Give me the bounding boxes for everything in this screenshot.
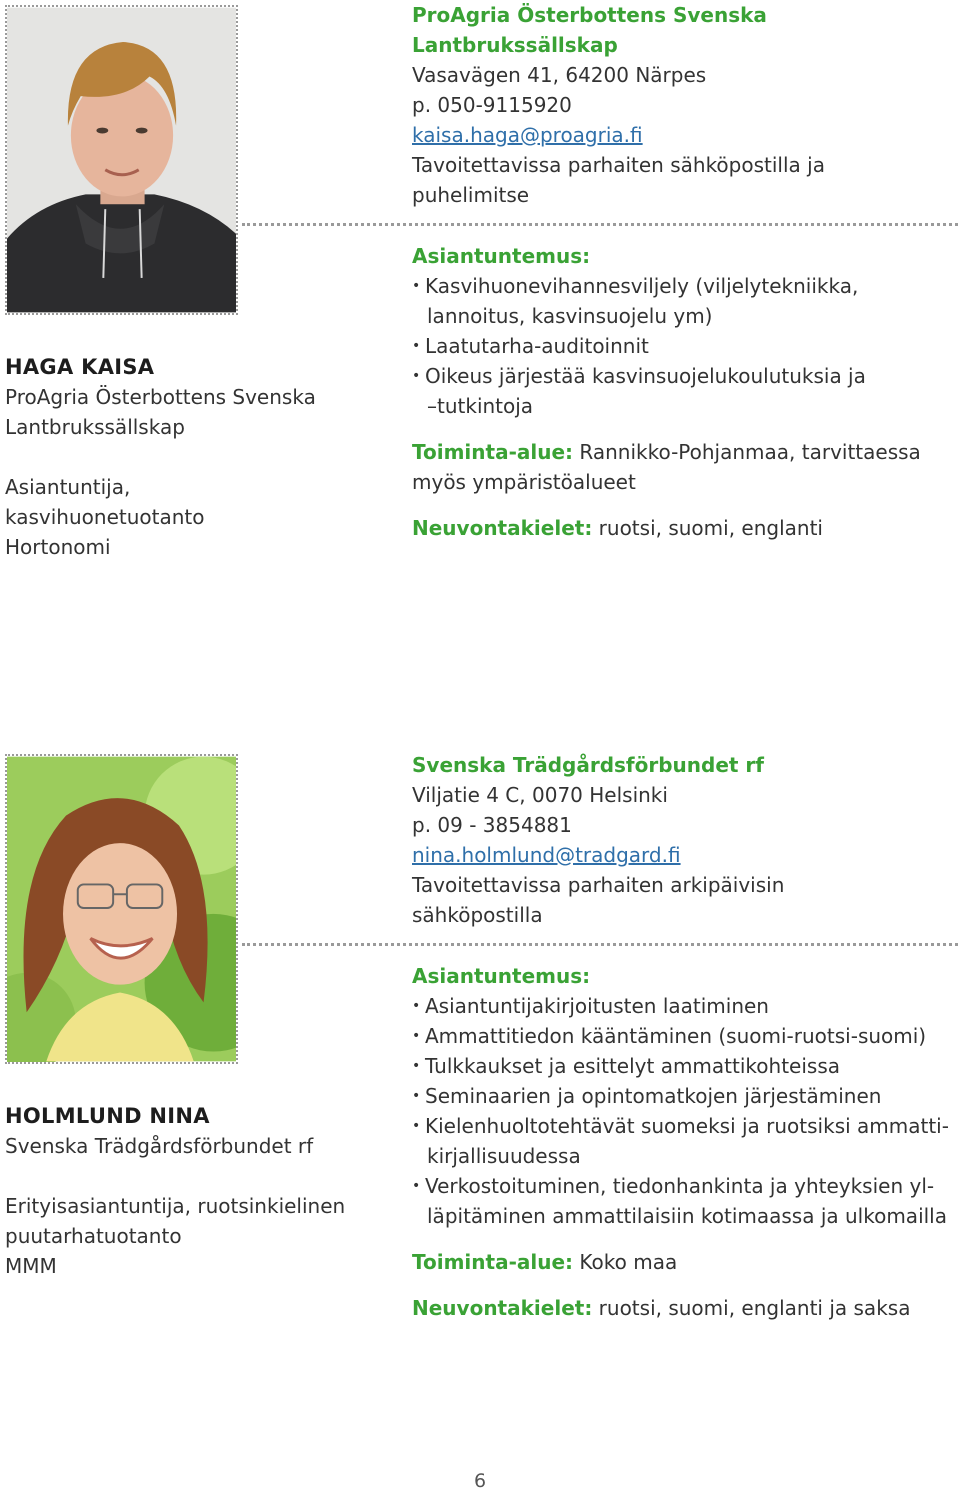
dotted-divider xyxy=(242,943,958,946)
expertise-item: • Ammattitiedon kääntäminen (suomi-ruotsi-suomi) xyxy=(412,1021,960,1051)
portrait-image xyxy=(7,756,236,1062)
person-org-line: ProAgria Österbottens Svenska xyxy=(5,385,316,409)
person-role-line: puutarhatuotanto xyxy=(5,1224,182,1248)
expertise-label: Asiantuntemus: xyxy=(412,964,591,988)
languages-value: ruotsi, suomi, englanti ja saksa xyxy=(598,1296,911,1320)
languages-row xyxy=(412,513,960,543)
area-value: Rannikko-Pohjanmaa, tarvittaessa xyxy=(579,440,921,464)
expertise-item: • Laatutarha-auditoinnit xyxy=(412,331,960,361)
expertise-item: • Kielenhuoltotehtävät suomeksi ja ruotsiksi ammatti- kirjallisuudessa xyxy=(412,1111,960,1171)
portrait-image xyxy=(7,7,236,313)
area-label: Toiminta-alue: xyxy=(412,1250,574,1274)
contact-phone: p. 050-9115920 xyxy=(412,93,572,117)
languages-value: ruotsi, suomi, englanti xyxy=(598,516,823,540)
page-number: 6 xyxy=(473,1470,487,1492)
person-name: HAGA KAISA xyxy=(5,355,155,379)
contact-org-line: Lantbrukssällskap xyxy=(412,33,618,57)
person-info-haga xyxy=(5,352,385,562)
contact-org-line: Svenska Trädgårdsförbundet rf xyxy=(412,753,764,777)
person-title: Hortonomi xyxy=(5,535,111,559)
area-row xyxy=(412,1247,960,1277)
expertise-list xyxy=(412,271,960,421)
person-role-line: Asiantuntija, xyxy=(5,475,131,499)
contact-availability: puhelimitse xyxy=(412,183,530,207)
profile-photo-haga xyxy=(5,5,238,315)
person-name: HOLMLUND NINA xyxy=(5,1104,210,1128)
profile-card-haga xyxy=(0,0,960,600)
contact-org-line: ProAgria Österbottens Svenska xyxy=(412,3,767,27)
area-value-cont: myös ympäristöalueet xyxy=(412,470,636,494)
person-role-line: Erityisasiantuntija, ruotsinkielinen xyxy=(5,1194,346,1218)
expertise-list xyxy=(412,991,960,1231)
contact-availability: Tavoitettavissa parhaiten arkipäivisin xyxy=(412,873,785,897)
person-role-line: kasvihuonetuotanto xyxy=(5,505,205,529)
contact-phone: p. 09 - 3854881 xyxy=(412,813,572,837)
area-row xyxy=(412,437,960,497)
area-value: Koko maa xyxy=(579,1250,678,1274)
contact-address: Vasavägen 41, 64200 Närpes xyxy=(412,63,707,87)
contact-availability: sähköpostilla xyxy=(412,903,543,927)
area-label: Toiminta-alue: xyxy=(412,440,574,464)
contact-availability: Tavoitettavissa parhaiten sähköpostilla ja xyxy=(412,153,825,177)
dotted-divider xyxy=(242,223,958,226)
expertise-item: • Oikeus järjestää kasvinsuojelukoulutuksia ja –tutkintoja xyxy=(412,361,960,421)
languages-label: Neuvontakielet: xyxy=(412,516,593,540)
expertise-block-holmlund xyxy=(412,961,960,1323)
person-org-line: Lantbrukssällskap xyxy=(5,415,185,439)
expertise-label: Asiantuntemus: xyxy=(412,244,591,268)
expertise-item: • Asiantuntijakirjoitusten laatiminen xyxy=(412,991,960,1021)
person-title: MMM xyxy=(5,1254,57,1278)
person-org-line: Svenska Trädgårdsförbundet rf xyxy=(5,1134,314,1158)
profile-card-holmlund xyxy=(0,750,960,1320)
languages-label: Neuvontakielet: xyxy=(412,1296,593,1320)
languages-row xyxy=(412,1293,960,1323)
email-link[interactable]: nina.holmlund@tradgard.fi xyxy=(412,843,681,867)
contact-block-haga xyxy=(412,0,952,210)
contact-address: Viljatie 4 C, 0070 Helsinki xyxy=(412,783,668,807)
expertise-item: • Seminaarien ja opintomatkojen järjestäminen xyxy=(412,1081,960,1111)
profile-photo-holmlund xyxy=(5,754,238,1064)
expertise-block-haga xyxy=(412,241,960,543)
expertise-item: • Tulkkaukset ja esittelyt ammattikohteissa xyxy=(412,1051,960,1081)
person-info-holmlund xyxy=(5,1101,385,1281)
contact-block-holmlund xyxy=(412,750,952,930)
expertise-item: • Kasvihuonevihannesviljely (viljelytekniikka, lannoitus, kasvinsuojelu ym) xyxy=(412,271,960,331)
email-link[interactable]: kaisa.haga@proagria.fi xyxy=(412,123,643,147)
expertise-item: • Verkostoituminen, tiedonhankinta ja yhteyksien yl- läpitäminen ammattilaisiin kotimaassa ja ulkomailla xyxy=(412,1171,960,1231)
